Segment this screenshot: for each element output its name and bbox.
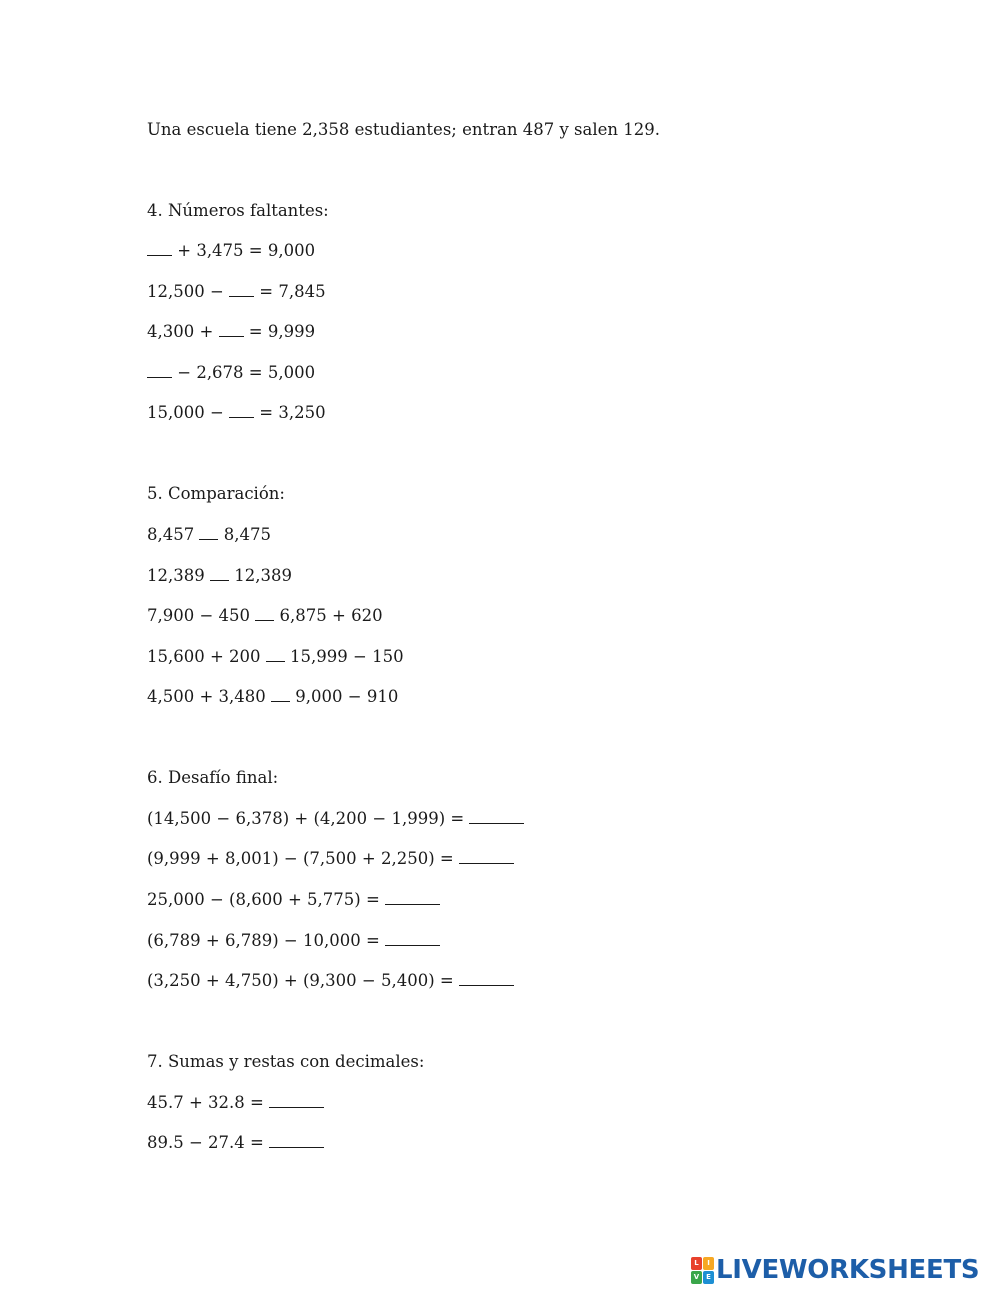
challenge-item (147, 848, 514, 870)
answer-blank[interactable] (459, 849, 514, 864)
answer-blank[interactable] (147, 363, 172, 378)
answer-blank[interactable] (385, 931, 440, 946)
intro-text: Una escuela tiene 2,358 estudiantes; entran 487 y salen 129. (147, 120, 660, 139)
expr-left: 8,457 (147, 525, 200, 544)
logo-mark-v: V (691, 1271, 702, 1284)
missing-number-item (147, 240, 315, 262)
expr-left: 15,600 + 200 (147, 647, 266, 666)
expr-right: 15,999 − 150 (284, 647, 404, 666)
expr-right: = 7,845 (254, 282, 326, 301)
answer-blank[interactable] (219, 322, 244, 337)
challenge-item (147, 808, 524, 830)
logo-mark-l: L (691, 1257, 702, 1270)
comparison-blank[interactable] (271, 687, 290, 702)
section-4-title: 4. Números faltantes: (147, 201, 329, 220)
challenge-item (147, 889, 440, 911)
comparison-blank[interactable] (266, 647, 285, 662)
answer-blank[interactable] (459, 971, 514, 986)
comparison-blank[interactable] (255, 606, 274, 621)
comparison-item (147, 565, 292, 587)
section-6-title: 6. Desafío final: (147, 768, 279, 787)
logo-mark-e: E (703, 1271, 714, 1284)
answer-blank[interactable] (229, 282, 254, 297)
answer-blank[interactable] (385, 890, 440, 905)
expr-right: = 9,999 (243, 322, 316, 341)
expr-left: (3,250 + 4,750) + (9,300 − 5,400) = (147, 971, 459, 990)
expr-right: 9,000 − 910 (290, 687, 399, 706)
expr-left: 12,500 − (147, 282, 230, 301)
expr-left: 89.5 − 27.4 = (147, 1133, 270, 1152)
answer-blank[interactable] (469, 809, 524, 824)
expr-right: − 2,678 = 5,000 (172, 363, 316, 382)
comparison-item (147, 686, 398, 708)
answer-blank[interactable] (269, 1133, 324, 1148)
missing-number-item (147, 321, 315, 343)
expr-left: 15,000 − (147, 403, 230, 422)
expr-right: 12,389 (228, 566, 292, 585)
comparison-blank[interactable] (199, 525, 218, 540)
expr-left: 7,900 − 450 (147, 606, 256, 625)
answer-blank[interactable] (147, 241, 172, 256)
decimal-item (147, 1092, 324, 1114)
expr-left: (14,500 − 6,378) + (4,200 − 1,999) = (147, 809, 470, 828)
challenge-item (147, 970, 514, 992)
expr-left: 4,500 + 3,480 (147, 687, 272, 706)
section-7-title: 7. Sumas y restas con decimales: (147, 1052, 425, 1071)
section-5-title: 5. Comparación: (147, 484, 285, 503)
expr-left: 4,300 + (147, 322, 219, 341)
liveworksheets-logo-icon (691, 1257, 713, 1283)
expr-left: 25,000 − (8,600 + 5,775) = (147, 890, 386, 909)
logo-text: LIVEWORKSHEETS (716, 1255, 980, 1285)
expr-right: = 3,250 (254, 403, 326, 422)
expr-right: + 3,475 = 9,000 (172, 241, 316, 260)
expr-right: 6,875 + 620 (274, 606, 383, 625)
answer-blank[interactable] (229, 403, 254, 418)
comparison-blank[interactable] (210, 566, 229, 581)
missing-number-item (147, 402, 326, 424)
comparison-item (147, 524, 271, 546)
missing-number-item (147, 362, 315, 384)
logo-mark-i: I (703, 1257, 714, 1270)
comparison-item (147, 646, 404, 668)
answer-blank[interactable] (269, 1093, 324, 1108)
comparison-item (147, 605, 383, 627)
missing-number-item (147, 281, 326, 303)
challenge-item (147, 930, 440, 952)
expr-left: (6,789 + 6,789) − 10,000 = (147, 931, 386, 950)
expr-right: 8,475 (218, 525, 271, 544)
expr-left: (9,999 + 8,001) − (7,500 + 2,250) = (147, 849, 459, 868)
expr-left: 45.7 + 32.8 = (147, 1093, 270, 1112)
decimal-item (147, 1132, 324, 1154)
expr-left: 12,389 (147, 566, 210, 585)
liveworksheets-logo (691, 1255, 979, 1285)
